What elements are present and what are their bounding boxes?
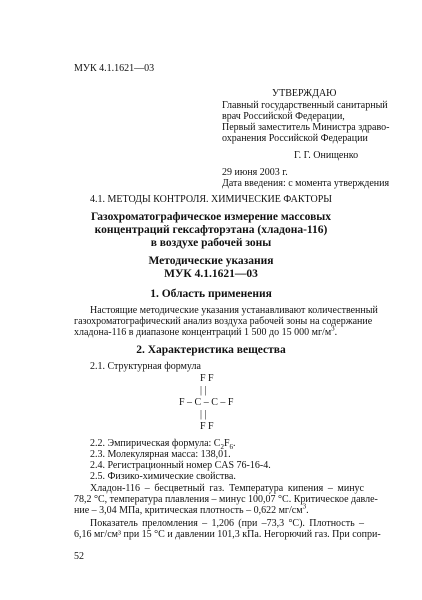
structural-formula-label: 2.1. Структурная формула <box>90 361 201 372</box>
formula-line: | | <box>200 409 207 420</box>
section-1-text-line: Настоящие методические указания устанавливают количественный <box>90 305 378 316</box>
empirical-formula: 2.2. Эмпирическая формула: $C_2F_6$. <box>90 438 236 451</box>
document-title-line: Газохроматографическое измерение массовых <box>90 211 332 223</box>
approval-title: УТВЕРЖДАЮ <box>272 88 337 99</box>
properties-text-line: 78,2 °С, температура плавления – минус 100,07 °С. Критическое давле- <box>74 494 378 505</box>
approval-line: Главный государственный санитарный <box>222 100 388 111</box>
page-number: 52 <box>74 551 84 562</box>
refraction-text-line: Показатель преломления – 1,206 (при –73,3 °С). Плотность – <box>90 518 364 529</box>
section-1-text-line: хладона-116 в диапазоне концентраций 1 500 до 15 000 $мг/м^3$. <box>74 324 338 338</box>
document-title-line: концентраций гексафторэтана (хладона-116) <box>94 224 328 236</box>
section-1-heading: 1. Область применения <box>150 288 272 300</box>
refraction-text-line: 6,16 мг/см³ при 15 °С и давлении 101,3 кПа. Негорючий газ. При сопри- <box>74 529 381 540</box>
properties-text-line: ние – 3,04 МПа, критическая плотность – 0,622 $мг/см^3$. <box>74 502 309 516</box>
section-heading: 4.1. МЕТОДЫ КОНТРОЛЯ. ХИМИЧЕСКИЕ ФАКТОРЫ <box>89 194 333 205</box>
section-1-text-line: газохроматографический анализ воздуха рабочей зоны на содержание <box>74 316 373 327</box>
approval-signer: Г. Г. Онищенко <box>294 150 359 161</box>
approval-line: Первый заместитель Министра здраво- <box>222 122 390 133</box>
formula-line: F F <box>200 421 214 432</box>
properties-text-line: Хладон-116 – бесцветный газ. Температура кипения – минус <box>90 483 364 494</box>
section-2-heading: 2. Характеристика вещества <box>136 344 286 356</box>
formula-line: | | <box>200 385 207 396</box>
formula-line: F F <box>200 373 214 384</box>
approval-line: охранения Российской Федерации <box>222 133 368 144</box>
cas-number: 2.4. Регистрационный номер CAS 76-16-4. <box>90 460 271 471</box>
document-title-line: в воздухе рабочей зоны <box>150 237 272 249</box>
effective-date: Дата введения: с момента утверждения <box>222 178 390 189</box>
document-code: МУК 4.1.1621—03 <box>74 63 155 74</box>
approval-date: 29 июня 2003 г. <box>222 167 288 178</box>
properties-label: 2.5. Физико-химические свойства. <box>90 471 236 482</box>
guidelines-label: Методические указания <box>148 255 274 267</box>
approval-line: врач Российской Федерации, <box>222 111 345 122</box>
guidelines-code: МУК 4.1.1621—03 <box>164 268 258 280</box>
molecular-mass: 2.3. Молекулярная масса: 138,01. <box>90 449 231 460</box>
formula-line: F – C – C – F <box>179 397 234 408</box>
